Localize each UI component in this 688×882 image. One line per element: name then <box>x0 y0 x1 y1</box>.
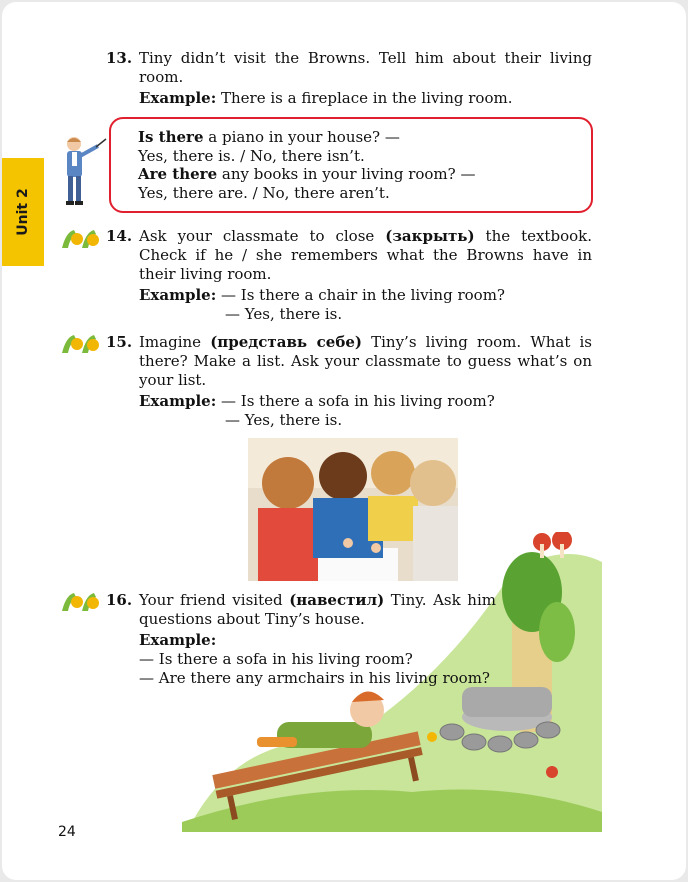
exercise-number: 14. <box>106 227 133 245</box>
text-part: Tiny’s living room. What is there? Make a list. Ask your classmate to guess what’s on your list. <box>139 333 593 389</box>
exercise-15 <box>106 333 592 430</box>
example-label: Example: <box>139 392 217 410</box>
exercise-14-text <box>139 227 592 284</box>
page-number: 24 <box>58 824 76 840</box>
translation-hint: (навестил) <box>289 591 385 609</box>
example-line: — Is there a sofa in his living room? <box>139 650 413 668</box>
exercise-number: 16. <box>106 591 133 609</box>
text-part: Your friend visited <box>139 591 290 609</box>
exercise-16-text <box>139 591 496 629</box>
example-label: Example: <box>139 89 217 107</box>
text-part: the textbook. Check if he / she remembers what the Browns have in their living room. <box>139 227 592 283</box>
exercise-15-example <box>139 392 592 430</box>
translation-hint: (представь себе) <box>210 333 362 351</box>
exercise-16-example <box>139 631 496 688</box>
teacher-pointer-icon <box>60 134 108 206</box>
translation-hint: (закрыть) <box>385 227 475 245</box>
grammar-line: any books in your living room? — <box>217 165 476 183</box>
text-part: Tiny. Ask him questions about Tiny’s house. <box>139 591 496 628</box>
example-line: — Yes, there is. <box>225 305 343 323</box>
exercise-15-text <box>139 333 592 390</box>
exercise-number: 15. <box>106 333 133 351</box>
exercise-13-text: Tiny didn’t visit the Browns. Tell him about their living room. <box>139 49 592 86</box>
example-label: Example: <box>139 631 217 649</box>
grammar-line: a piano in your house? — <box>203 128 400 146</box>
unit-tab-label: Unit 2 <box>15 188 31 236</box>
exercise-14-example <box>139 286 592 324</box>
example-label: Example: <box>139 286 217 304</box>
exercise-13-example <box>139 89 592 108</box>
grammar-line: Yes, there is. / No, there isn’t. <box>138 146 365 165</box>
exercise-13 <box>106 49 592 108</box>
pair-work-icon <box>60 228 100 250</box>
example-line: — Is there a sofa in his living room? <box>221 392 495 410</box>
exercise-number: 13. <box>106 49 133 67</box>
grammar-bold: Are there <box>138 165 218 183</box>
text-part: Imagine <box>139 333 211 351</box>
grammar-bold: Is there <box>138 128 204 146</box>
textbook-page <box>2 2 686 880</box>
unit-tab <box>2 158 44 266</box>
grammar-line: Yes, there are. / No, there aren’t. <box>138 183 390 202</box>
pair-work-icon <box>60 591 100 613</box>
text-part: Ask your classmate to close <box>139 227 386 245</box>
exercise-14 <box>106 227 592 324</box>
example-line: — Are there any armchairs in his living room? <box>139 669 490 687</box>
example-text: There is a fireplace in the living room. <box>221 89 513 107</box>
pair-work-icon <box>60 333 100 355</box>
grammar-box-lines <box>138 128 548 202</box>
example-line: — Is there a chair in the living room? <box>221 286 505 304</box>
exercise-16 <box>106 591 496 688</box>
example-line: — Yes, there is. <box>225 411 343 429</box>
